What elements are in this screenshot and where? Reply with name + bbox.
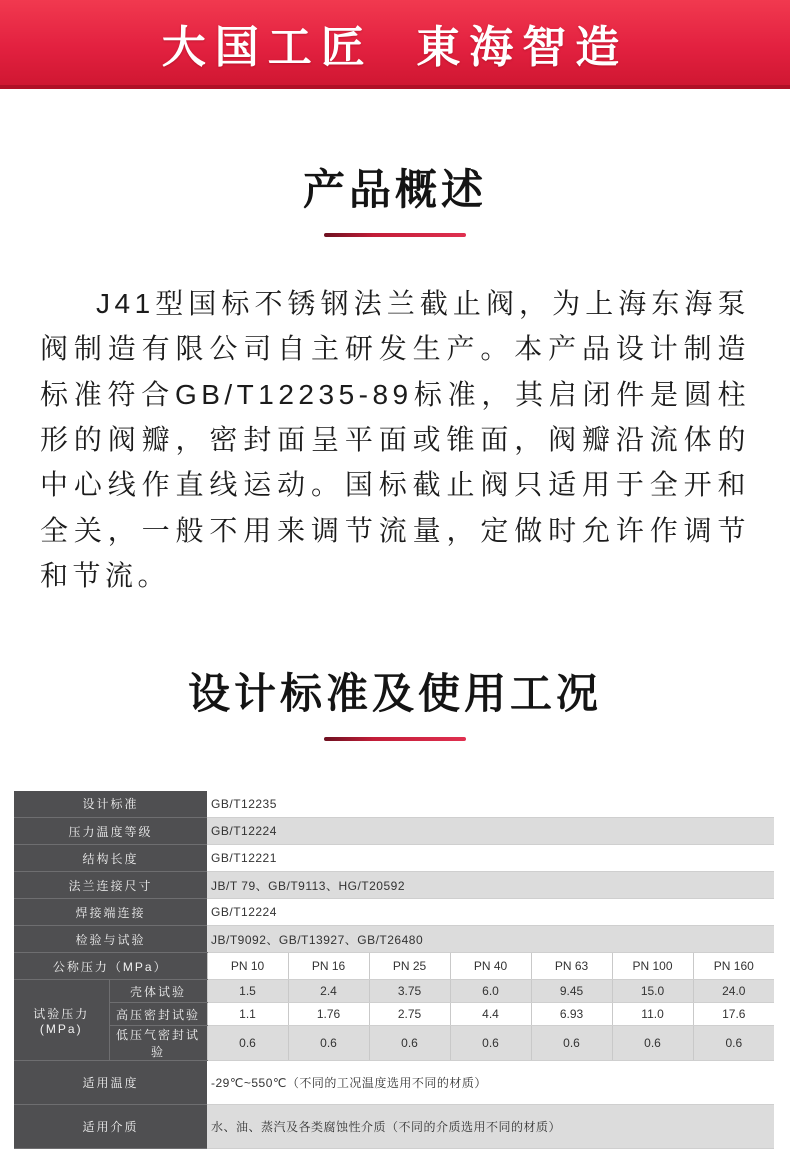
value-cell: 0.6	[693, 1026, 774, 1061]
value-cell: 4.4	[450, 1003, 531, 1026]
value-cell: 15.0	[612, 980, 693, 1003]
row-label: 检验与试验	[14, 926, 207, 953]
value-cell: 11.0	[612, 1003, 693, 1026]
row-group-label: 试验压力(MPa)	[14, 980, 109, 1061]
row-label: 公称压力（MPa）	[14, 953, 207, 980]
spec-table-wrapper	[14, 791, 776, 1149]
row-label: 适用温度	[14, 1061, 207, 1105]
section-title-overview: 产品概述	[302, 166, 487, 213]
specs-title-underline	[324, 737, 466, 741]
value-cell: 6.93	[531, 1003, 612, 1026]
value-cell: 2.4	[288, 980, 369, 1003]
specs-section	[0, 661, 790, 1149]
row-sublabel: 壳体试验	[109, 980, 207, 1003]
row-value: GB/T12224	[207, 899, 774, 926]
row-value: GB/T12224	[207, 818, 774, 845]
row-label: 法兰连接尺寸	[14, 872, 207, 899]
value-cell: 6.0	[450, 980, 531, 1003]
row-label: 适用介质	[14, 1105, 207, 1149]
value-cell: 0.6	[450, 1026, 531, 1061]
value-cell: 24.0	[693, 980, 774, 1003]
column-header-cell: PN 63	[531, 953, 612, 980]
value-cell: 0.6	[207, 1026, 288, 1061]
value-cell: 1.5	[207, 980, 288, 1003]
row-value: JB/T9092、GB/T13927、GB/T26480	[207, 926, 774, 953]
table-row	[14, 980, 774, 1003]
row-label: 结构长度	[14, 845, 207, 872]
column-header-cell: PN 16	[288, 953, 369, 980]
table-row	[14, 926, 774, 953]
row-sublabel: 低压气密封试验	[109, 1026, 207, 1061]
row-label: 设计标准	[14, 791, 207, 818]
section-title-specs: 设计标准及使用工况	[187, 669, 602, 717]
overview-paragraph: J41型国标不锈钢法兰截止阀，为上海东海泵阀制造有限公司自主研发生产。本产品设计制造标准符合GB/T12235-89标准，其启闭件是圆柱形的阀瓣，密封面呈平面或锥面，阀瓣沿流体的中心线作直线运动。国标截止阀只适用于全开和全关，一般不用来调节流量，定做时允许作调节和节流。	[40, 288, 750, 592]
value-cell: 17.6	[693, 1003, 774, 1026]
row-sublabel: 高压密封试验	[109, 1003, 207, 1026]
table-row	[14, 1061, 774, 1105]
value-cell: 0.6	[612, 1026, 693, 1061]
column-header-cell: PN 160	[693, 953, 774, 980]
value-cell: 9.45	[531, 980, 612, 1003]
value-cell: 2.75	[369, 1003, 450, 1026]
row-value: -29℃~550℃（不同的工况温度选用不同的材质）	[207, 1061, 774, 1105]
row-value: JB/T 79、GB/T9113、HG/T20592	[207, 872, 774, 899]
top-banner	[0, 0, 790, 89]
value-cell: 0.6	[288, 1026, 369, 1061]
overview-section	[0, 157, 790, 599]
column-header-cell: PN 10	[207, 953, 288, 980]
table-row	[14, 791, 774, 818]
table-row	[14, 845, 774, 872]
value-cell: 1.1	[207, 1003, 288, 1026]
overview-title-underline	[324, 233, 466, 237]
banner-title: 大国工匠 東海智造	[161, 22, 629, 72]
table-row	[14, 1026, 774, 1061]
value-cell: 0.6	[369, 1026, 450, 1061]
row-label: 压力温度等级	[14, 818, 207, 845]
value-cell: 3.75	[369, 980, 450, 1003]
table-row	[14, 818, 774, 845]
spec-table	[14, 791, 774, 1149]
column-header-cell: PN 25	[369, 953, 450, 980]
table-row	[14, 872, 774, 899]
table-row	[14, 1003, 774, 1026]
table-row	[14, 899, 774, 926]
value-cell: 0.6	[531, 1026, 612, 1061]
column-header-cell: PN 40	[450, 953, 531, 980]
value-cell: 1.76	[288, 1003, 369, 1026]
table-row	[14, 1105, 774, 1149]
row-value: GB/T12235	[207, 791, 774, 818]
table-row	[14, 953, 774, 980]
row-value: GB/T12221	[207, 845, 774, 872]
column-header-cell: PN 100	[612, 953, 693, 980]
row-value: 水、油、蒸汽及各类腐蚀性介质（不同的介质选用不同的材质）	[207, 1105, 774, 1149]
row-label: 焊接端连接	[14, 899, 207, 926]
